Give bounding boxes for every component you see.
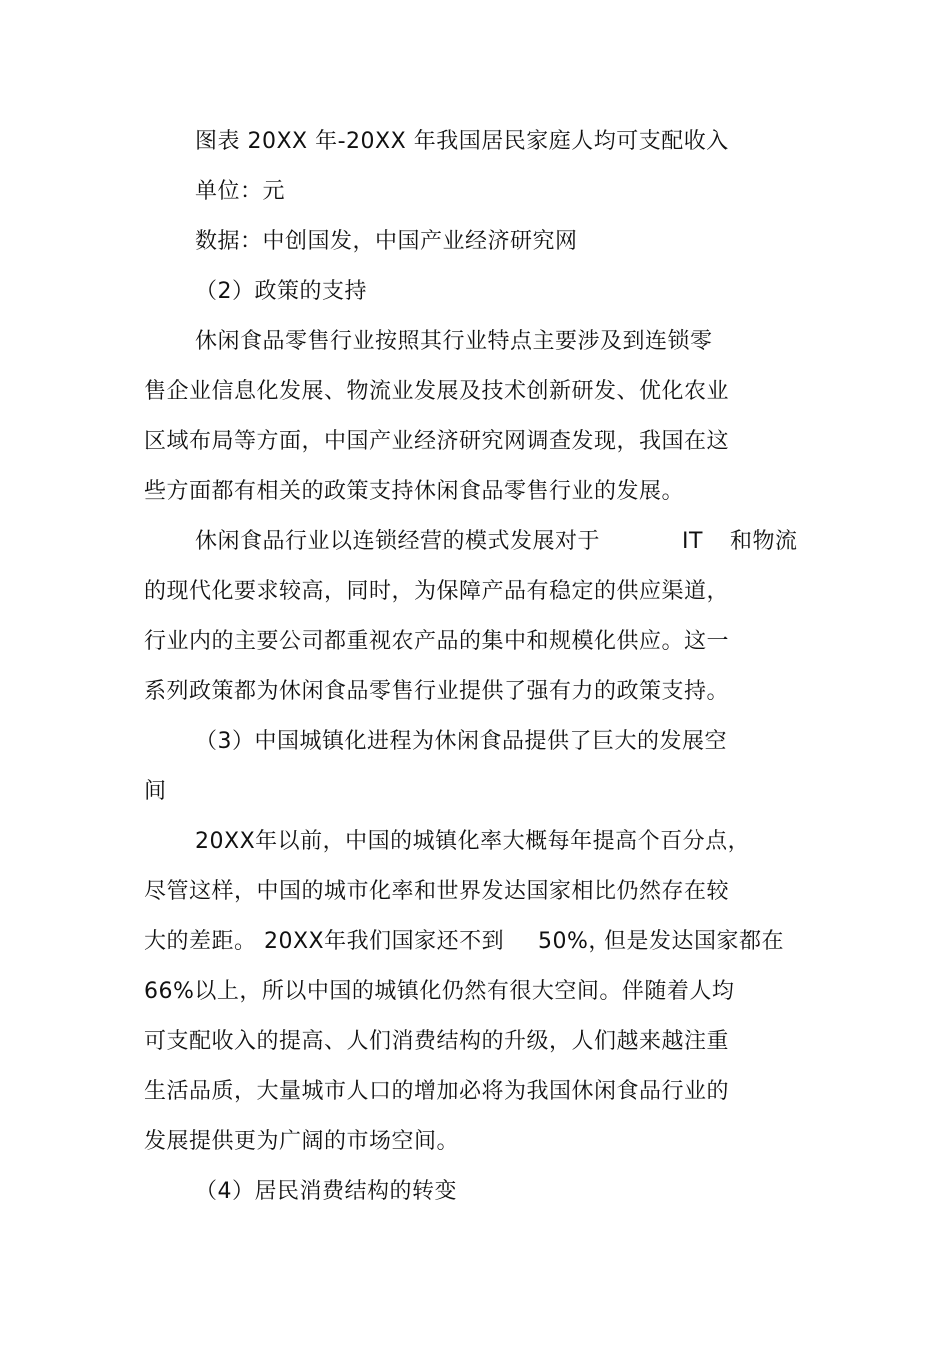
paragraph-line: 尽管这样，中国的城市化率和世界发达国家相比仍然存在较 xyxy=(144,879,730,904)
paragraph-line-part: 但是发达国家都在 xyxy=(604,929,785,954)
paragraph-line-part: 休闲食品行业以连锁经营的模式发展对于 xyxy=(195,529,601,554)
paragraph-line: 休闲食品零售行业按照其行业特点主要涉及到连锁零 xyxy=(195,329,713,354)
paragraph-line-part: IT xyxy=(682,529,703,554)
paragraph-line-part: 和物流 xyxy=(730,529,798,554)
paragraph-line: 的现代化要求较高，同时，为保障产品有稳定的供应渠道， xyxy=(144,579,730,604)
section-heading-urbanization-cont: 间 xyxy=(144,779,167,804)
paragraph-line: 可支配收入的提高、人们消费结构的升级，人们越来越注重 xyxy=(144,1029,730,1054)
figure-unit: 单位：元 xyxy=(195,179,286,204)
section-heading-policy-support: （2）政策的支持 xyxy=(195,279,367,304)
paragraph-line: 20XX年以前，中国的城镇化率大概每年提高个百分点， xyxy=(195,829,751,854)
figure-source: 数据：中创国发，中国产业经济研究网 xyxy=(195,229,578,254)
paragraph-line: 行业内的主要公司都重视农产品的集中和规模化供应。这一 xyxy=(144,629,730,654)
paragraph-line: 66%以上，所以中国的城镇化仍然有很大空间。伴随着人均 xyxy=(144,979,735,1004)
paragraph-line: 区域布局等方面，中国产业经济研究网调查发现，我国在这 xyxy=(144,429,730,454)
paragraph-line: 售企业信息化发展、物流业发展及技术创新研发、优化农业 xyxy=(144,379,730,404)
section-heading-urbanization: （3）中国城镇化进程为休闲食品提供了巨大的发展空 xyxy=(195,729,727,754)
figure-caption-title: 图表 20XX 年-20XX 年我国居民家庭人均可支配收入 xyxy=(195,129,729,154)
paragraph-line-part: 50%， xyxy=(538,929,611,954)
section-heading-consumption-structure: （4）居民消费结构的转变 xyxy=(195,1179,457,1204)
paragraph-line: 系列政策都为休闲食品零售行业提供了强有力的政策支持。 xyxy=(144,679,730,704)
paragraph-line: 生活品质，大量城市人口的增加必将为我国休闲食品行业的 xyxy=(144,1079,730,1104)
paragraph-line: 发展提供更为广阔的市场空间。 xyxy=(144,1129,460,1154)
paragraph-line: 些方面都有相关的政策支持休闲食品零售行业的发展。 xyxy=(144,479,685,504)
paragraph-line-part: 大的差距。 20XX年我们国家还不到 xyxy=(144,929,505,954)
